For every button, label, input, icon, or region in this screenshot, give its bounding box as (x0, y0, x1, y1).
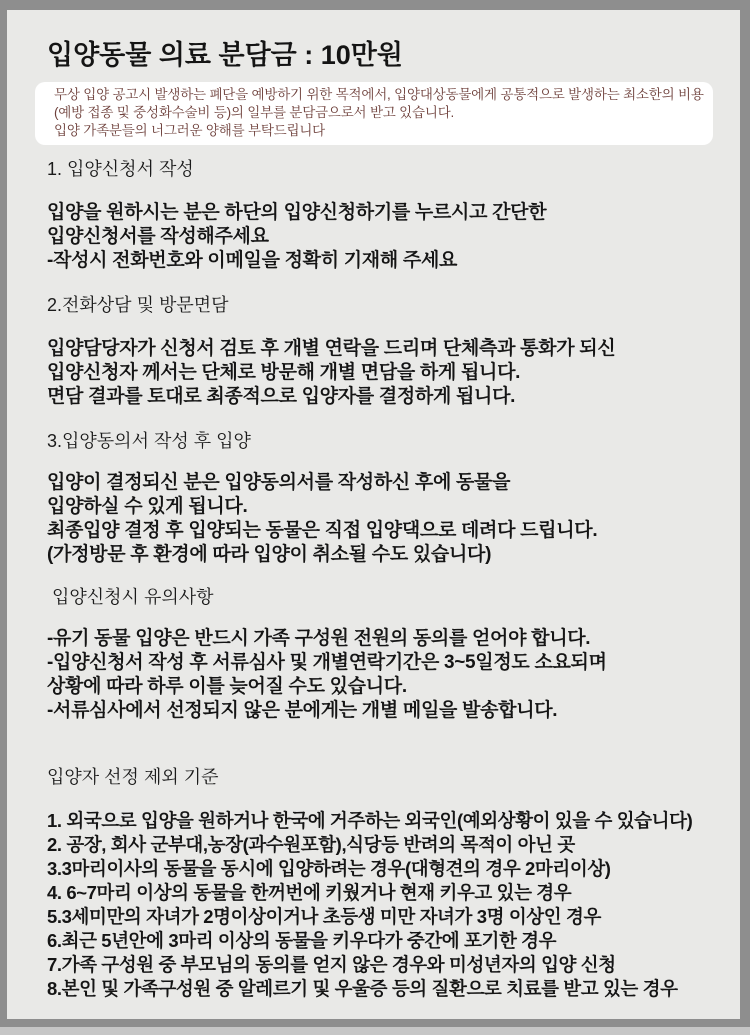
section-consent-and-adoption (7, 431, 740, 567)
text-line: 1. 외국으로 입양을 원하거나 한국에 거주하는 외국인(예외상황이 있을 수 있습니다) (47, 810, 693, 831)
text-line: 입양신청자 께서는 단체로 방문해 개별 면담을 하게 됩니다. (47, 362, 521, 383)
text-line: -작성시 전화번호와 이메일을 정확히 기재해 주세요 (47, 250, 458, 271)
text-line: 입양을 원하시는 분은 하단의 입양신청하기를 누르시고 간단한 (47, 202, 547, 223)
fee-notice-box (35, 82, 713, 145)
text-line: 입양이 결정되신 분은 입양동의서를 작성하신 후에 동물을 (47, 472, 511, 493)
section-body (7, 201, 740, 273)
section-heading: 입양자 선정 제외 기준 (47, 767, 219, 787)
section-exclusion-criteria (7, 767, 740, 1001)
section-application-form (7, 159, 740, 273)
text-line: (가정방문 후 환경에 따라 입양이 취소될 수도 있습니다) (47, 544, 492, 565)
section-heading: 1. 입양신청서 작성 (47, 159, 194, 179)
text-line: 3.3마리이사의 동물을 동시에 입양하려는 경우(대형견의 경우 2마리이상) (47, 858, 611, 879)
text-line: 5.3세미만의 자녀가 2명이상이거나 초등생 미만 자녀가 3명 이상인 경우 (47, 906, 601, 927)
text-line: 입양신청서를 작성해주세요 (47, 226, 269, 247)
text-line: 입양담당자가 신청서 검토 후 개별 연락을 드리며 단체측과 통화가 되신 (47, 338, 616, 359)
section-application-cautions (7, 587, 740, 723)
section-body (7, 809, 740, 1001)
text-line: 4. 6~7마리 이상의 동물을 한꺼번에 키웠거나 현재 키우고 있는 경우 (47, 882, 572, 903)
text-line: 최종입양 결정 후 입양되는 동물은 직접 입양댁으로 데려다 드립니다. (47, 520, 598, 541)
text-line: 면담 결과를 토대로 최종적으로 입양자를 결정하게 됩니다. (47, 386, 516, 407)
text-line: 2. 공장, 회사 군부대,농장(과수원포함),식당등 반려의 목적이 아닌 곳 (47, 834, 575, 855)
section-phone-visit-interview (7, 295, 740, 409)
section-heading: 입양신청시 유의사항 (47, 587, 214, 607)
section-body (7, 337, 740, 409)
text-line: (예방 접종 및 중성화수술비 등)의 일부를 분담금으로서 받고 있습니다. (54, 105, 455, 120)
adoption-notice-document (7, 10, 740, 1019)
text-line: 7.가족 구성원 중 부모님의 동의를 얻지 않은 경우와 미성년자의 입양 신청 (47, 954, 616, 975)
text-line: 상황에 따라 하루 이틀 늦어질 수도 있습니다. (47, 676, 407, 697)
text-line: 입양하실 수 있게 됩니다. (47, 496, 248, 517)
text-line: 8.본인 및 가족구성원 중 알레르기 및 우울증 등의 질환으로 치료를 받고 있는 경우 (47, 978, 678, 999)
section-heading: 3.입양동의서 작성 후 입양 (47, 431, 251, 451)
text-line: 입양 가족분들의 너그러운 양해를 부탁드립니다 (54, 123, 326, 138)
text-line: -입양신청서 작성 후 서류심사 및 개별연락기간은 3~5일정도 소요되며 (47, 652, 607, 673)
text-line: 6.최근 5년안에 3마리 이상의 동물을 키우다가 중간에 포기한 경우 (47, 930, 557, 951)
section-body (7, 471, 740, 567)
section-heading: 2.전화상담 및 방문면담 (47, 295, 229, 315)
text-line: 무상 입양 공고시 발생하는 폐단을 예방하기 위한 목적에서, 입양대상동물에게 공통적으로 발생하는 최소한의 비용 (54, 87, 704, 102)
page-title: 입양동물 의료 분담금 : 10만원 (47, 40, 403, 70)
text-line: -서류심사에서 선정되지 않은 분에게는 개별 메일을 발송합니다. (47, 700, 558, 721)
fee-notice-text (54, 86, 704, 140)
text-line: -유기 동물 입양은 반드시 가족 구성원 전원의 동의를 얻어야 합니다. (47, 628, 591, 649)
section-body (7, 627, 740, 723)
